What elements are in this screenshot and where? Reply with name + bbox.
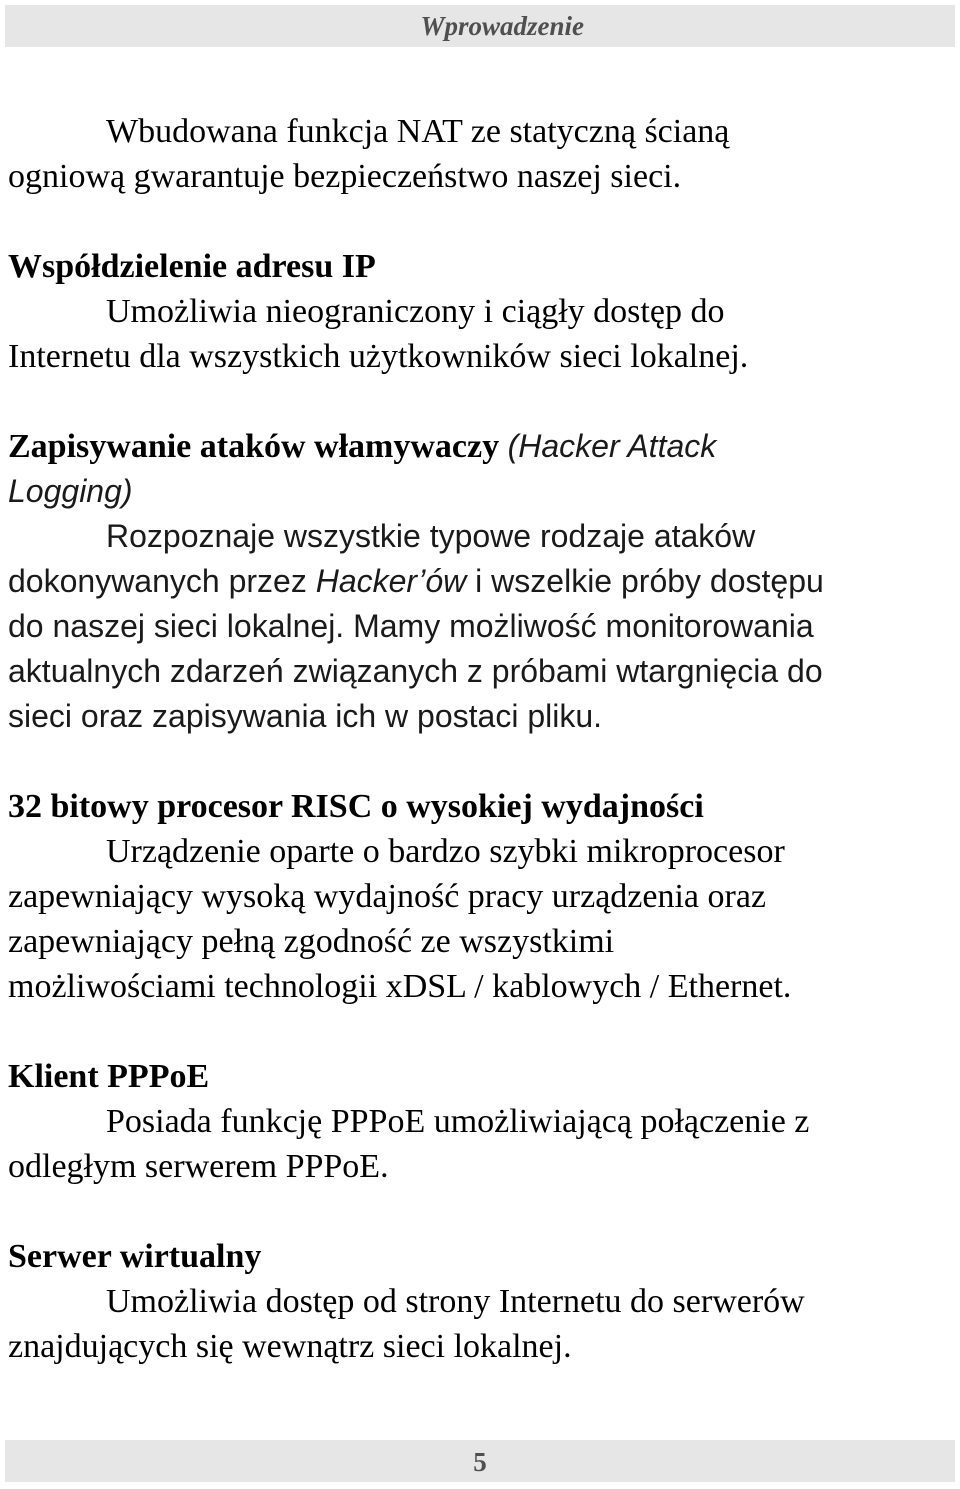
section-text: Umożliwia dostęp od strony Internetu do serwerów: [106, 1283, 805, 1320]
section-text: do naszej sieci lokalnej. Mamy możliwość monitorowania: [8, 608, 814, 644]
section-heading-cont: Logging): [8, 473, 133, 509]
section-text: aktualnych zdarzeń związanych z próbami wtargnięcia do: [8, 653, 823, 689]
intro-line: Wbudowana funkcja NAT ze statyczną ścianą: [106, 113, 730, 150]
intro-line: ogniową gwarantuje bezpieczeństwo naszej sieci.: [8, 158, 682, 195]
section-hacker-logging: [8, 424, 948, 739]
section-text: odległym serwerem PPPoE.: [8, 1148, 389, 1185]
section-ip-sharing: [8, 244, 948, 379]
section-text: zapewniający pełną zgodność ze wszystkimi: [8, 923, 615, 960]
section-heading: 32 bitowy procesor RISC o wysokiej wydajności: [8, 788, 704, 825]
section-heading: Serwer wirtualny: [8, 1238, 262, 1275]
section-text: możliwościami technologii xDSL / kablowych / Ethernet.: [8, 968, 792, 1005]
section-virtual-server: [8, 1234, 948, 1369]
section-text: zapewniający wysoką wydajność pracy urządzenia oraz: [8, 878, 767, 915]
document-body: [8, 109, 948, 1414]
section-text: Internetu dla wszystkich użytkowników sieci lokalnej.: [8, 338, 749, 375]
section-heading: Zapisywanie ataków włamywaczy (Hacker Attack: [8, 428, 717, 465]
section-risc: [8, 784, 948, 1009]
page-header-title: Wprowadzenie: [420, 11, 584, 41]
page-number: 5: [473, 1447, 487, 1477]
section-text: sieci oraz zapisywania ich w postaci pliku.: [8, 698, 603, 734]
section-text: Umożliwia nieograniczony i ciągły dostęp do: [106, 293, 725, 330]
intro-section: [8, 109, 948, 199]
section-heading: Współdzielenie adresu IP: [8, 248, 376, 285]
section-text: dokonywanych przez Hacker’ów i wszelkie próby dostępu: [8, 563, 824, 599]
section-heading: Klient PPPoE: [8, 1058, 210, 1095]
section-text: Posiada funkcję PPPoE umożliwiającą połączenie z: [106, 1103, 810, 1140]
section-text: Rozpoznaje wszystkie typowe rodzaje ataków: [106, 518, 756, 554]
section-text: Urządzenie oparte o bardzo szybki mikroprocesor: [106, 833, 785, 870]
section-text: znajdujących się wewnątrz sieci lokalnej.: [8, 1328, 572, 1365]
section-pppoe: [8, 1054, 948, 1189]
